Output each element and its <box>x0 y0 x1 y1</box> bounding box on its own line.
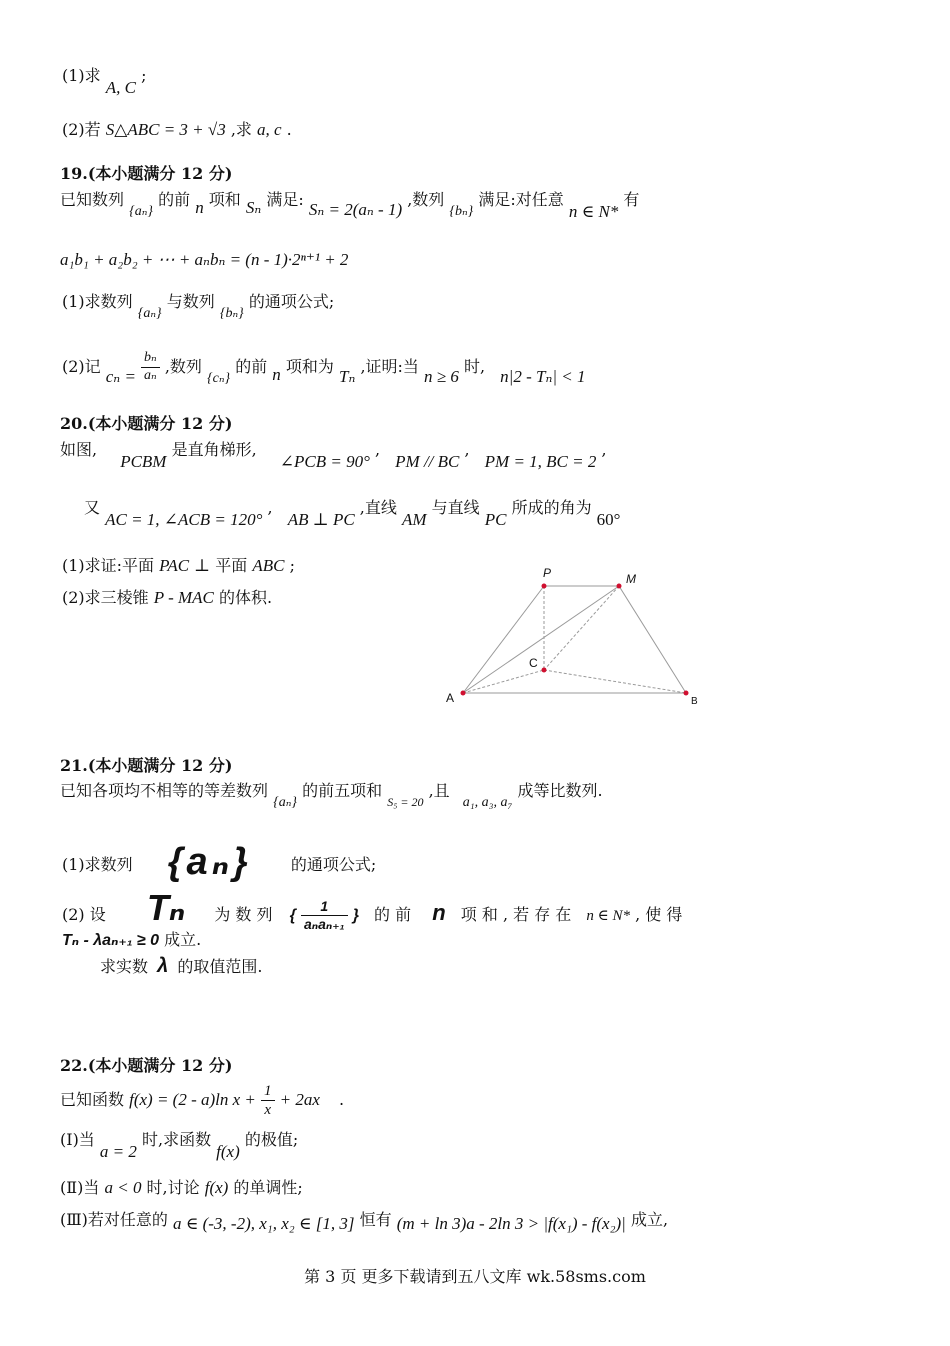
q21-frac-den: aₙaₙ₊₁ <box>303 916 345 932</box>
q20-perp-sym: ⊥ <box>194 556 211 575</box>
q20-perp: AB ⊥ PC <box>287 510 355 529</box>
q21-line1 <box>60 781 603 810</box>
q21-cond: n ∈ N* <box>586 908 630 924</box>
q21-line4 <box>100 954 262 978</box>
q20-l1a: 如图, <box>60 440 98 459</box>
q20-ABC: ABC <box>252 556 285 575</box>
q19-Tn: Tₙ <box>339 366 356 386</box>
q20-PMAC: P - MAC <box>153 588 214 607</box>
q21-brace-left: { <box>289 907 296 924</box>
q22-l1a: 已知函数 <box>60 1090 125 1109</box>
q22-iii-m1: a ∈ (-3, -2), x₁, x₂ ∈ [1, 3] <box>173 1214 355 1233</box>
q22-iii-c: 成立, <box>630 1210 669 1229</box>
label-B: B <box>691 696 698 707</box>
q21-p1b: 的通项公式; <box>290 855 377 874</box>
q18-p1-label: (1)求 <box>62 66 101 85</box>
q21-l3-end: 成立. <box>164 930 202 949</box>
q22-l1-end: . <box>338 1090 345 1109</box>
q19-eq-S: Sₙ = 2(aₙ - 1) <box>308 200 403 219</box>
q19-l1e: ,数列 <box>407 190 445 209</box>
q19-p1a: (1)求数列 <box>62 292 133 311</box>
q19-l1b: 的前 <box>158 190 191 209</box>
q21-p2e: , 使 得 <box>635 905 683 924</box>
q20-lens: PM = 1, BC = 2 <box>484 452 597 471</box>
q21-p1a: (1)求数列 <box>62 855 133 874</box>
q20-ang: ∠PCB = 90° <box>279 452 370 471</box>
figure-edges <box>463 586 686 693</box>
q22-iii-m2: (m + ln 3)a - 2ln 3 > |f(x₁) - f(x₂)| <box>396 1214 626 1233</box>
label-M: M <box>626 572 636 586</box>
q21-l3-math: Tₙ - λaₙ₊₁ ≥ 0 <box>62 932 160 949</box>
q22-line1 <box>60 1082 344 1119</box>
q19-seq-a: {aₙ} <box>129 204 153 219</box>
q21-frac-num: 1 <box>301 898 348 916</box>
q19-frac-den: aₙ <box>144 367 157 383</box>
q19-frac-num: bₙ <box>141 350 160 368</box>
edge-MB <box>619 586 686 693</box>
q21-frac <box>301 898 348 933</box>
point-B <box>684 691 689 696</box>
q19-l1a: 已知数列 <box>60 190 125 209</box>
edge-CB <box>544 670 686 693</box>
q19-heading: 19.(本小题满分 12 分) <box>60 164 233 183</box>
q21-big-T: Tₙ <box>146 887 186 928</box>
q21-S5: S₅ = 20 <box>387 795 424 809</box>
q20-l2c: 与直线 <box>431 498 480 517</box>
q20-par: PM // BC <box>395 452 460 471</box>
q22-i-b: 时,求函数 <box>141 1130 212 1149</box>
q20-heading: 20.(本小题满分 12 分) <box>60 414 233 433</box>
geometry-figure <box>440 560 710 710</box>
q19-part2 <box>62 350 585 385</box>
q19-cond6: n ≥ 6 <box>424 366 459 386</box>
q18-p2-label: (2)若 <box>62 120 101 139</box>
q19-l1c: 项和 <box>208 190 241 209</box>
q19-l1f: 满足:对任意 <box>478 190 564 209</box>
q22-i-a: (Ⅰ)当 <box>60 1130 95 1149</box>
q19-p2-n: n <box>272 364 281 384</box>
q20-p2a: (2)求三棱锥 <box>62 588 149 607</box>
q22-part1 <box>60 1130 299 1161</box>
q19-seq-c: {cₙ} <box>207 370 231 386</box>
q20-l2d: 所成的角为 <box>511 498 592 517</box>
q19-p2e: ,证明:当 <box>360 356 419 376</box>
q19-p1-seq-b: {bₙ} <box>219 306 244 321</box>
q19-seq-b: {bₙ} <box>449 204 474 219</box>
q18-p1-end: ; <box>141 66 147 85</box>
q22-ii-cond: a < 0 <box>104 1178 142 1197</box>
edge-AC <box>463 670 544 693</box>
q19-Sn: Sₙ <box>245 198 262 217</box>
q20-l1b: 是直角梯形, <box>171 440 257 459</box>
q20-p1b: 平面 <box>215 556 248 575</box>
q21-l1b: 的前五项和 <box>302 781 383 800</box>
q21-l4b: 的取值范围. <box>177 957 263 976</box>
q21-seq-a: {aₙ} <box>273 795 297 810</box>
q22-iii-a: (Ⅲ)若对任意的 <box>60 1210 168 1229</box>
q18-p2-math: S△ABC = 3 + √3 <box>105 120 226 139</box>
q21-terms: a₁, a₃, a₇ <box>462 795 513 810</box>
q20-sep1: , <box>374 440 381 459</box>
q20-p2b: 的体积. <box>218 588 273 607</box>
q19-p1-seq-a: {aₙ} <box>137 306 162 321</box>
q22-fx: f(x) <box>216 1142 240 1161</box>
q19-frac <box>141 350 160 385</box>
q21-line3 <box>62 930 201 950</box>
q19-p1c: 的通项公式; <box>248 292 335 311</box>
q20-line2 <box>84 498 621 529</box>
q22-f-b: + 2ax <box>279 1090 320 1109</box>
q21-l4a: 求实数 <box>100 957 149 976</box>
edge-AP <box>463 586 544 693</box>
edge-MC <box>544 586 619 670</box>
q22-frac-num: 1 <box>261 1082 275 1101</box>
label-A: A <box>446 691 455 705</box>
q18-p2-vars: a, c <box>257 120 282 139</box>
q21-big-n: n <box>432 900 446 925</box>
q22-ii-fx: f(x) <box>204 1178 229 1197</box>
q22-iii-b: 恒有 <box>359 1210 392 1229</box>
q20-AM: AM <box>401 510 427 529</box>
q21-brace-right: } <box>352 907 359 924</box>
q19-part1 <box>62 292 335 321</box>
point-P <box>542 584 547 589</box>
q20-PC: PC <box>484 510 507 529</box>
q19-line1 <box>60 190 640 221</box>
q19-p2c: 的前 <box>235 356 268 376</box>
q19-cn: cₙ = <box>105 366 136 386</box>
q22-ii-c: 的单调性; <box>233 1178 303 1197</box>
figure-points <box>461 584 689 696</box>
q21-big-seq: {aₙ} <box>167 841 252 883</box>
q22-part2 <box>60 1178 303 1198</box>
q19-p2f: 时, <box>463 356 486 376</box>
q19-n: n <box>195 198 204 217</box>
q18-part2 <box>62 120 292 140</box>
q20-part2 <box>62 588 272 608</box>
q19-eq-sum: a₁b₁ + a₂b₂ + ⋯ + aₙbₙ = (n - 1)·2ⁿ⁺¹ + 2 <box>60 250 349 269</box>
q20-line1 <box>60 440 607 471</box>
q21-p2a: (2) 设 <box>62 905 106 924</box>
q19-p2d: 项和为 <box>285 356 334 376</box>
q22-f-a: f(x) = (2 - a)ln x + <box>129 1090 256 1109</box>
point-C <box>542 668 547 673</box>
q20-pcbm: PCBM <box>120 452 167 471</box>
q22-i-c: 的极值; <box>244 1130 299 1149</box>
q21-lambda: λ <box>157 955 169 977</box>
q20-sep3: , <box>601 440 607 459</box>
q21-l1d: 成等比数列. <box>517 781 603 800</box>
q20-l2a: 又 <box>84 498 101 517</box>
q19-p2a: (2)记 <box>62 356 101 376</box>
q20-part1 <box>62 556 295 576</box>
q19-ineq: n|2 - Tₙ| < 1 <box>500 366 586 386</box>
q19-cond-n: n ∈ N* <box>568 202 619 221</box>
q22-part3 <box>60 1210 669 1233</box>
q18-p1-math: A, C <box>105 78 136 97</box>
q21-part1 <box>62 836 376 882</box>
q20-p1a: (1)求证:平面 <box>62 556 155 575</box>
q20-PAC: PAC <box>159 556 190 575</box>
q18-p2-mid: ,求 <box>230 120 252 139</box>
page-footer: 第 3 页 更多下载请到五八文库 wk.58sms.com <box>304 1267 646 1286</box>
q19-l1d: 满足: <box>266 190 304 209</box>
q19-l1g: 有 <box>623 190 640 209</box>
point-M <box>617 584 622 589</box>
q20-l2-m1: AC = 1, ∠ACB = 120° <box>105 510 263 529</box>
q19-p2b: ,数列 <box>164 356 202 376</box>
q20-sep2: , <box>464 440 470 459</box>
label-P: P <box>543 566 552 580</box>
q18-part1 <box>62 66 147 97</box>
q21-heading: 21.(本小题满分 12 分) <box>60 756 233 775</box>
q21-part2 <box>62 886 682 933</box>
q22-i-cond: a = 2 <box>99 1142 137 1161</box>
q22-ii-b: 时,讨论 <box>146 1178 200 1197</box>
q21-p2b: 为 数 列 <box>214 905 273 924</box>
q21-l1a: 已知各项均不相等的等差数列 <box>60 781 269 800</box>
q19-p1b: 与数列 <box>166 292 215 311</box>
q22-heading: 22.(本小题满分 12 分) <box>60 1056 233 1075</box>
q21-p2d: 项 和 , 若 存 在 <box>460 905 572 924</box>
q22-frac-den: x <box>264 1102 272 1118</box>
q21-p2c: 的 前 <box>374 905 412 924</box>
q20-ang60: 60° <box>596 510 621 529</box>
q20-p1-end: ; <box>289 556 295 575</box>
point-A <box>461 691 466 696</box>
q22-ii-a: (Ⅱ)当 <box>60 1178 100 1197</box>
q18-p2-end: . <box>286 120 292 139</box>
q20-l2b: ,直线 <box>359 498 397 517</box>
q21-l1c: ,且 <box>428 781 450 800</box>
edge-AM <box>463 586 619 693</box>
q22-frac <box>261 1082 275 1119</box>
label-C: C <box>529 656 538 670</box>
q20-sep4: , <box>267 498 273 517</box>
